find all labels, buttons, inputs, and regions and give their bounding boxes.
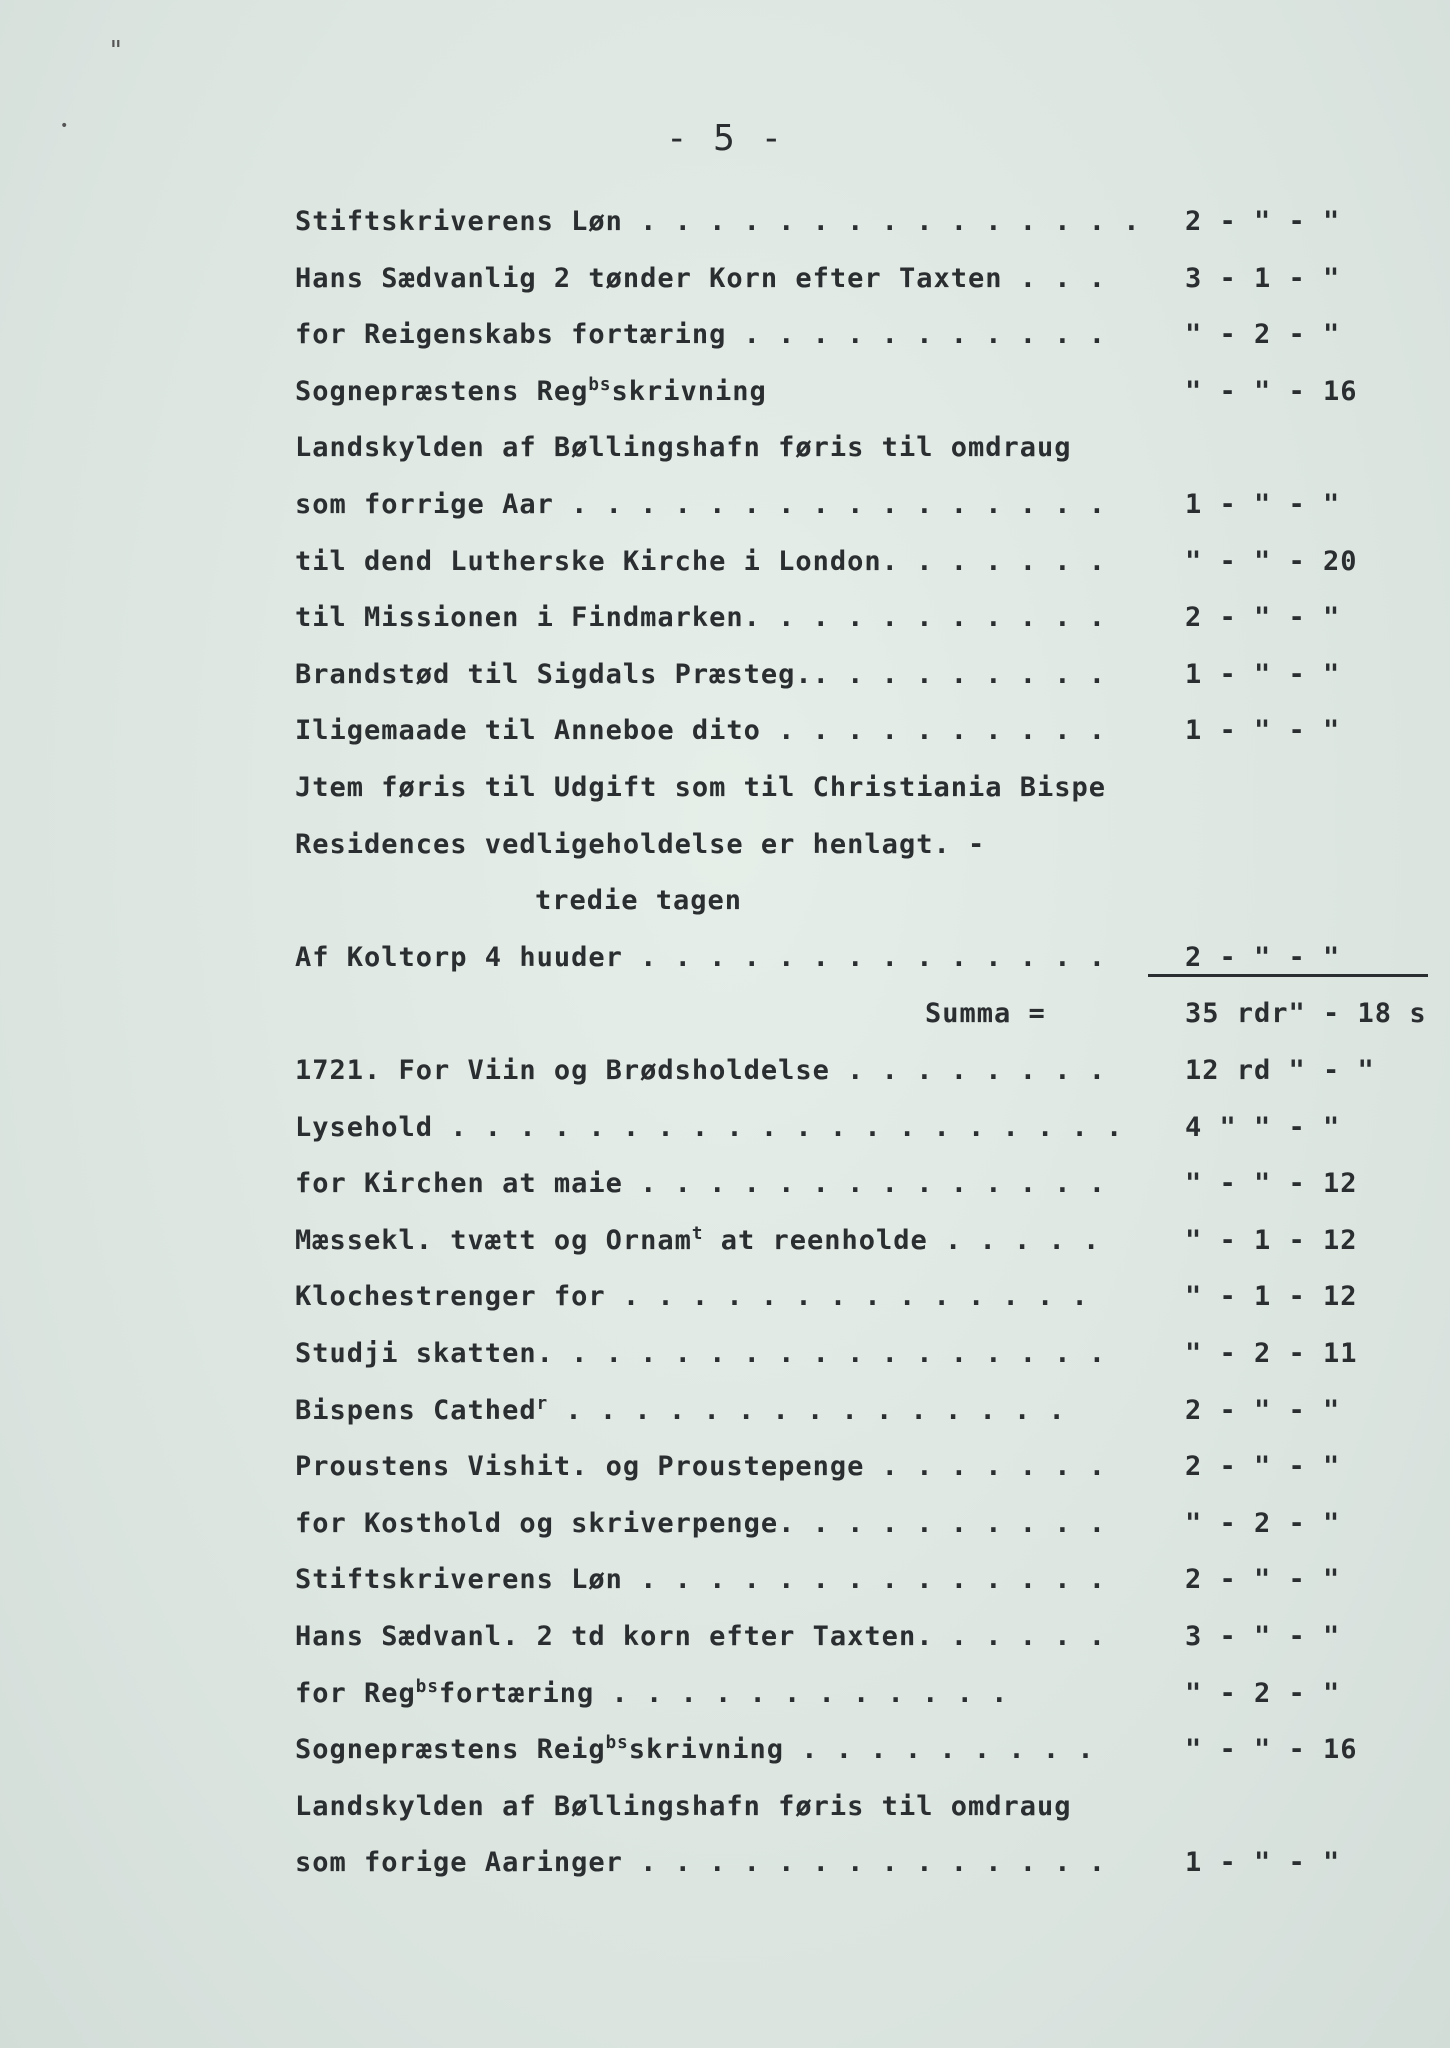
ledger-row	[295, 432, 1405, 472]
ledger-row	[295, 1112, 1405, 1152]
ledger-row	[295, 885, 1405, 925]
row-description-text: . . . . . . . . . . . . . . .	[548, 1395, 1066, 1426]
ledger-row	[295, 942, 1405, 982]
row-description-superscript: bs	[415, 1677, 439, 1697]
row-description-text: Mæssekl. tvætt og Ornam	[295, 1225, 692, 1256]
row-description-text: Sognepræstens Reg	[295, 376, 589, 407]
row-amount: 1 - " - "	[1185, 1847, 1341, 1878]
row-description	[295, 1678, 1008, 1709]
ledger-row	[295, 1055, 1405, 1095]
ledger-row	[295, 206, 1405, 246]
row-amount: 2 - " - "	[1185, 942, 1341, 973]
row-description: Klochestrenger for . . . . . . . . . . . . . .	[295, 1281, 1089, 1312]
ledger-row	[295, 546, 1405, 586]
ledger-row	[295, 1678, 1405, 1718]
row-description: til dend Lutherske Kirche i London. . . . . . .	[295, 546, 1107, 577]
row-amount: 3 - 1 - "	[1185, 263, 1341, 294]
row-amount: 4 " " - "	[1185, 1112, 1341, 1143]
row-description: Residences vedligeholdelse er henlagt. -	[295, 829, 986, 860]
ledger-row	[295, 1508, 1405, 1548]
row-description-text: Sognepræstens Reig	[295, 1734, 606, 1765]
row-description	[295, 376, 767, 407]
row-description: som forrige Aar . . . . . . . . . . . . . . . .	[295, 489, 1107, 520]
row-description-text: at reenholde . . . . .	[703, 1225, 1101, 1256]
row-description: Brandstød til Sigdals Præsteg.. . . . . . . . .	[295, 659, 1107, 690]
ledger-row	[295, 319, 1405, 359]
row-description-text: Bispens Cathed	[295, 1395, 537, 1426]
row-amount: 2 - " - "	[1185, 206, 1341, 237]
row-description	[295, 1395, 1066, 1426]
ledger-row	[295, 1451, 1405, 1491]
ledger-row	[295, 1168, 1405, 1208]
row-amount: " - 2 - "	[1185, 1508, 1341, 1539]
row-description: Stiftskriverens Løn . . . . . . . . . . . . . .	[295, 1564, 1107, 1595]
row-amount: " - " - 16	[1185, 376, 1358, 407]
row-amount: 2 - " - "	[1185, 1564, 1341, 1595]
ledger-row	[295, 1847, 1405, 1887]
row-description: til Missionen i Findmarken. . . . . . . . . . .	[295, 602, 1107, 633]
row-description: Af Koltorp 4 huuder . . . . . . . . . . . . . .	[295, 942, 1107, 973]
ledger-row	[295, 489, 1405, 529]
row-description-superscript: bs	[605, 1733, 629, 1753]
ledger-row	[295, 1734, 1405, 1774]
row-amount: 2 - " - "	[1185, 602, 1341, 633]
row-description-superscript: bs	[588, 375, 612, 395]
row-amount: " - " - 20	[1185, 546, 1358, 577]
row-description-text: for Reg	[295, 1678, 416, 1709]
row-amount: 1 - " - "	[1185, 659, 1341, 690]
row-description-text: fortæring . . . . . . . . . . . .	[438, 1678, 1009, 1709]
margin-dot: •	[60, 118, 69, 134]
row-description-superscript: t	[691, 1224, 704, 1244]
ledger-row	[295, 772, 1405, 812]
row-amount: 2 - " - "	[1185, 1395, 1341, 1426]
row-description: Lysehold . . . . . . . . . . . . . . . . . . . .	[295, 1112, 1124, 1143]
row-description: Hans Sædvanl. 2 td korn efter Taxten. . . . . .	[295, 1621, 1107, 1652]
row-description: Hans Sædvanlig 2 tønder Korn efter Taxten . . .	[295, 263, 1107, 294]
ledger-row	[295, 659, 1405, 699]
row-description: som forige Aaringer . . . . . . . . . . . . . .	[295, 1847, 1107, 1878]
row-description: 1721. For Viin og Brødsholdelse . . . . . . . .	[295, 1055, 1107, 1086]
row-amount: " - 1 - 12	[1185, 1281, 1358, 1312]
row-description: for Kirchen at maie . . . . . . . . . . . . . .	[295, 1168, 1107, 1199]
row-description	[295, 1225, 1100, 1256]
row-description: for Kosthold og skriverpenge. . . . . . . . . .	[295, 1508, 1107, 1539]
margin-mark: "	[108, 36, 124, 66]
row-amount: 35 rdr" - 18 s	[1185, 998, 1427, 1029]
ledger-row	[295, 263, 1405, 303]
section-heading: tredie tagen	[535, 885, 743, 916]
row-description: for Reigenskabs fortæring . . . . . . . . . . .	[295, 319, 1107, 350]
row-description: Landskylden af Bøllingshafn føris til omdraug	[295, 1791, 1072, 1822]
row-description: Studji skatten. . . . . . . . . . . . . . . . .	[295, 1338, 1107, 1369]
ledger-row	[295, 715, 1405, 755]
row-description	[295, 1734, 1095, 1765]
row-amount: " - 2 - "	[1185, 1678, 1341, 1709]
ledger-row	[295, 1395, 1405, 1435]
row-amount: 2 - " - "	[1185, 1451, 1341, 1482]
sum-label: Summa =	[925, 998, 1046, 1029]
row-description-text: skrivning	[611, 376, 767, 407]
ledger-row	[295, 602, 1405, 642]
ledger-row	[295, 829, 1405, 869]
ledger-row	[295, 376, 1405, 416]
row-amount: " - 2 - 11	[1185, 1338, 1358, 1369]
row-amount: " - 1 - 12	[1185, 1225, 1358, 1256]
ledger-row	[295, 1338, 1405, 1378]
row-amount: " - 2 - "	[1185, 319, 1341, 350]
row-description: Jtem føris til Udgift som til Christiania Bispe	[295, 772, 1107, 803]
ledger-row	[295, 1225, 1405, 1265]
row-amount: 1 - " - "	[1185, 715, 1341, 746]
row-description: Landskylden af Bøllingshafn føris til omdraug	[295, 432, 1072, 463]
ledger-row	[295, 998, 1427, 1038]
row-description-text: skrivning . . . . . . . . .	[628, 1734, 1095, 1765]
ledger-row	[295, 1621, 1405, 1661]
ledger-row	[295, 1564, 1405, 1604]
row-amount: 3 - " - "	[1185, 1621, 1341, 1652]
ledger-row	[295, 1281, 1405, 1321]
row-amount: " - " - 12	[1185, 1168, 1358, 1199]
row-description-superscript: r	[536, 1394, 549, 1414]
row-description: Stiftskriverens Løn . . . . . . . . . . . . . . .	[295, 206, 1141, 237]
row-description: Iligemaade til Anneboe dito . . . . . . . . . .	[295, 715, 1107, 746]
ledger-row	[295, 1791, 1405, 1831]
row-amount: 1 - " - "	[1185, 489, 1341, 520]
row-amount: 12 rd " - "	[1185, 1055, 1375, 1086]
row-amount: " - " - 16	[1185, 1734, 1358, 1765]
page-number: - 5 -	[665, 118, 785, 159]
row-description: Proustens Vishit. og Proustepenge . . . . . . .	[295, 1451, 1107, 1482]
